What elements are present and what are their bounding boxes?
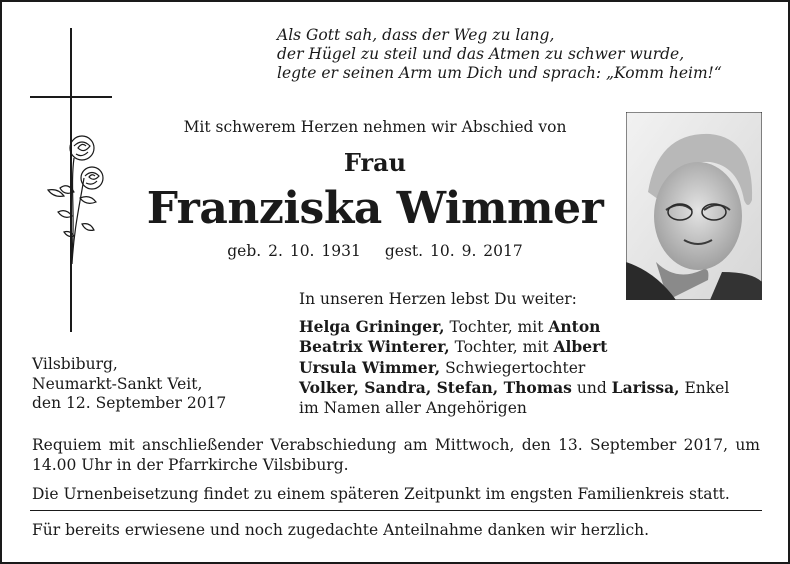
partner-name: Albert xyxy=(553,337,608,356)
death-date: gest. 10. 9. 2017 xyxy=(384,242,523,260)
urn-burial-text: Die Urnenbeisetzung findet zu einem späteren Zeitpunkt im engsten Familienkreis statt. xyxy=(32,485,730,503)
place-line: Vilsbiburg, xyxy=(32,355,118,373)
mourner-name: Helga Grininger, xyxy=(299,316,445,336)
relation: Enkel xyxy=(679,379,730,397)
list-item xyxy=(299,358,729,379)
relation: Tochter, mit xyxy=(449,338,554,356)
thanks-text: Für bereits erwiesene und noch zugedachte Anteilnahme danken wir herzlich. xyxy=(32,521,650,539)
grandchildren-names: Volker, Sandra, Stefan, Thomas xyxy=(299,378,572,397)
relation: Tochter, mit xyxy=(444,317,549,336)
poem xyxy=(277,26,722,83)
list-item xyxy=(299,378,729,399)
poem-line: Als Gott sah, dass der Weg zu lang, xyxy=(277,26,555,44)
conjunction: und xyxy=(571,379,612,397)
deceased-name: Franziska Wimmer xyxy=(146,183,604,234)
relation: Schwiegertochter xyxy=(440,358,586,377)
mourner-name: Beatrix Winterer, xyxy=(299,337,450,356)
place-and-date xyxy=(32,355,226,414)
date-line: den 12. September 2017 xyxy=(32,394,227,412)
list-item xyxy=(299,337,729,358)
poem-line: der Hügel zu steil und das Atmen zu schwer wurde, xyxy=(277,45,685,63)
mourners-lead: In unseren Herzen lebst Du weiter: xyxy=(299,290,577,308)
portrait-photo xyxy=(626,112,762,300)
mourners-list xyxy=(299,290,729,418)
list-item xyxy=(299,317,729,338)
closing-line: im Namen aller Angehörigen xyxy=(299,398,527,417)
mourner-name: Ursula Wimmer, xyxy=(299,357,441,377)
salutation: Frau xyxy=(343,148,407,177)
cross-icon xyxy=(30,28,112,332)
place-line: Neumarkt-Sankt Veit, xyxy=(32,374,203,393)
partner-name: Anton xyxy=(548,316,601,336)
birth-date: geb. 2. 10. 1931 xyxy=(227,242,361,260)
requiem-text: Requiem mit anschließender Verabschiedung am Mittwoch, den 13. September 2017, um 14.00 Uhr in der Pfarrkirche Vilsbiburg. xyxy=(32,436,760,474)
poem-line: legte er seinen Arm um Dich und sprach: „Komm heim!“ xyxy=(277,64,722,82)
grandchild-name: Larissa, xyxy=(611,378,680,397)
divider xyxy=(30,510,762,511)
intro-text: Mit schwerem Herzen nehmen wir Abschied von xyxy=(183,118,567,136)
